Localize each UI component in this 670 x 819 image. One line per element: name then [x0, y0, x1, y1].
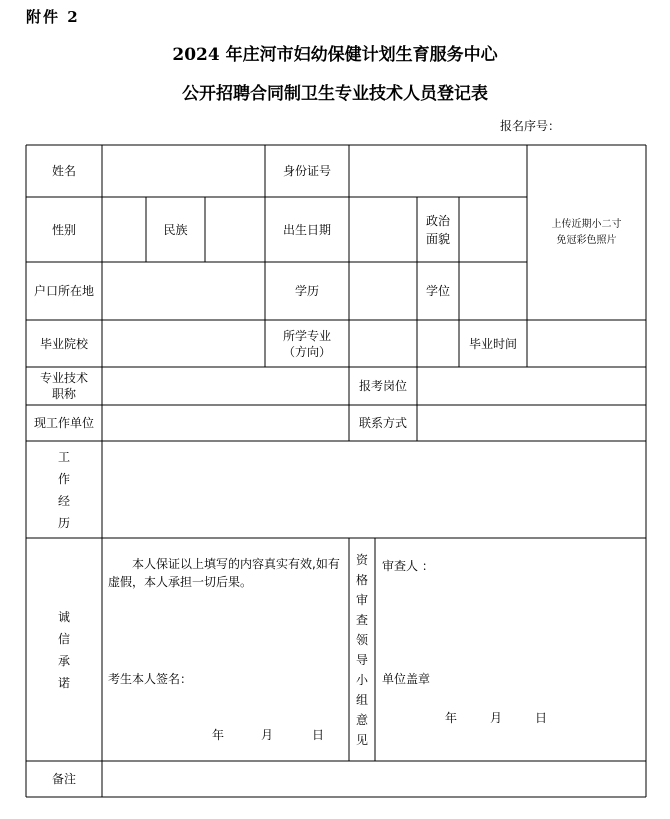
label-political-status: 政治面貌 [425, 213, 450, 246]
review-date-month: 月 [490, 711, 503, 725]
degree-input[interactable] [459, 262, 527, 320]
pledge-text: 本人保证以上填写的内容真实有效,如有虚假，本人承担一切后果。 [108, 557, 340, 589]
label-name: 姓名 [51, 164, 76, 178]
label-birth-date: 出生日期 [282, 222, 331, 237]
contact-input[interactable] [417, 405, 646, 441]
title-line-1: 2024 年庄河市妇幼保健计划生育服务中心 [172, 45, 498, 65]
candidate-date-month: 月 [261, 728, 274, 742]
current-employer-input[interactable] [102, 405, 349, 441]
remarks-input[interactable] [102, 761, 646, 797]
title-line-2: 公开招聘合同制卫生专业技术人员登记表 [182, 84, 488, 104]
label-degree: 学位 [425, 284, 450, 298]
education-input[interactable] [349, 262, 417, 320]
label-gender: 性别 [51, 222, 76, 237]
applied-position-input[interactable] [417, 367, 646, 405]
label-work-history: 工作经历 [57, 449, 70, 530]
attachment-label: 附件 2 [26, 8, 80, 26]
label-integrity-pledge: 诚信承诺 [57, 609, 70, 690]
label-major [265, 320, 349, 367]
candidate-signature-label: 考生本人签名： [108, 672, 193, 686]
label-contact: 联系方式 [358, 416, 407, 430]
political-status-input[interactable] [459, 197, 527, 262]
label-major-line2: （方向） [282, 344, 331, 359]
photo-box[interactable] [527, 145, 646, 320]
photo-hint-2: 免冠彩色照片 [556, 234, 617, 246]
name-input[interactable] [102, 145, 265, 197]
label-ethnicity: 民族 [163, 222, 188, 237]
graduation-time-input[interactable] [527, 320, 646, 367]
label-current-employer: 现工作单位 [33, 416, 94, 430]
gender-input[interactable] [102, 197, 146, 262]
label-graduate-school: 毕业院校 [39, 336, 88, 351]
candidate-date-day: 日 [312, 728, 325, 742]
label-applied-position: 报考岗位 [358, 379, 407, 393]
photo-hint-1: 上传近期小二寸 [551, 218, 622, 230]
label-professional-title: 专业技术职称 [39, 371, 88, 401]
reviewer-label: 审查人 ： [382, 559, 434, 573]
candidate-date-year: 年 [212, 728, 225, 742]
label-education: 学历 [294, 284, 319, 298]
birth-date-input[interactable] [349, 197, 417, 262]
review-date-day: 日 [535, 711, 548, 725]
candidate-signature-input[interactable] [190, 662, 340, 692]
label-graduation-time: 毕业时间 [468, 336, 517, 351]
id-number-input[interactable] [349, 145, 527, 197]
reviewer-input[interactable] [440, 550, 640, 580]
work-history-input[interactable] [102, 441, 646, 538]
graduate-school-input[interactable] [102, 320, 265, 367]
major-input-extra[interactable] [417, 320, 459, 367]
ethnicity-input[interactable] [205, 197, 265, 262]
professional-title-input[interactable] [102, 367, 349, 405]
unit-seal-label: 单位盖章 [382, 672, 431, 686]
label-review-opinion: 资格审查领导小组意见 [355, 552, 368, 747]
label-remarks: 备注 [51, 772, 76, 786]
household-location-input[interactable] [102, 262, 265, 320]
review-date-year: 年 [445, 711, 458, 725]
label-major-line1: 所学专业 [282, 328, 331, 343]
major-input[interactable] [349, 320, 417, 367]
label-id-number: 身份证号 [282, 164, 331, 178]
label-household-location: 户口所在地 [33, 284, 94, 298]
serial-number-label: 报名序号： [500, 119, 561, 133]
